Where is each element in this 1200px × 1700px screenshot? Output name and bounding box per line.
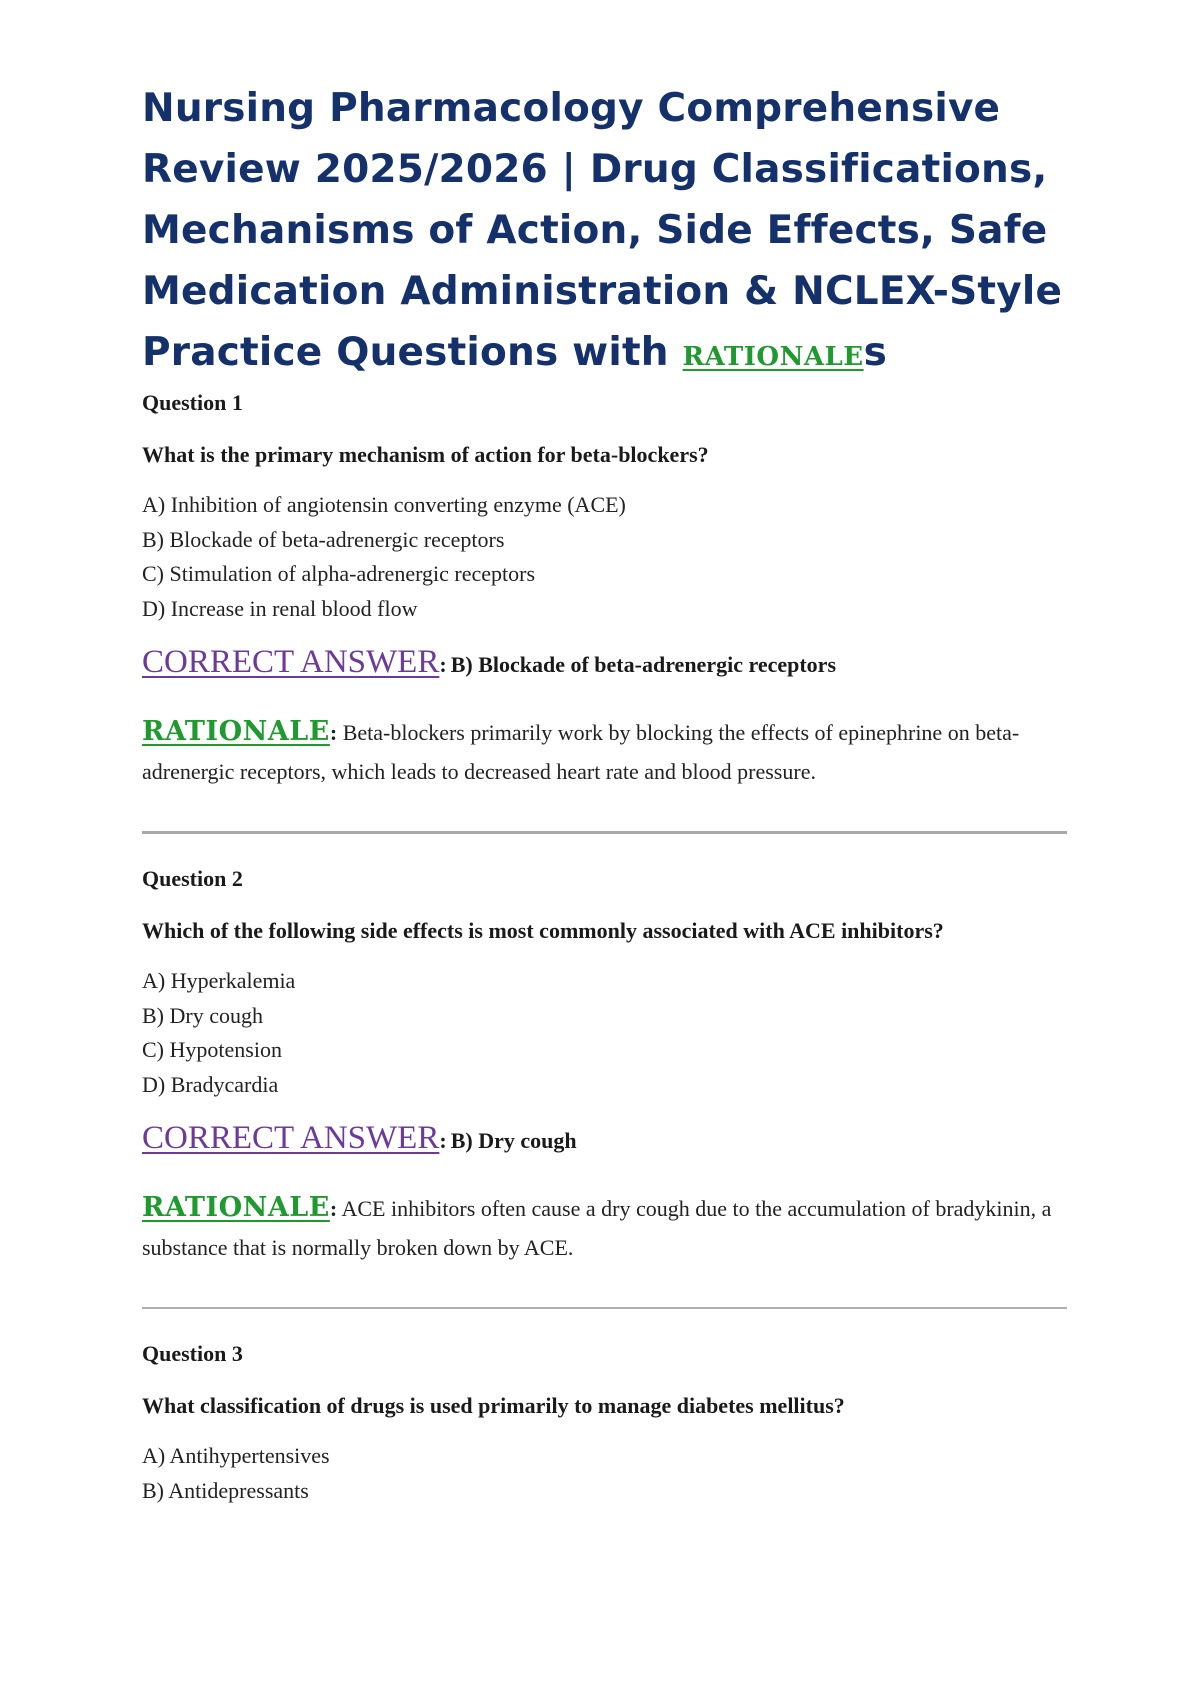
title-suffix: s <box>863 330 888 375</box>
question-3 <box>142 1339 1067 1508</box>
rationale-text: Beta-blockers primarily work by blocking the effects of epinephrine on beta-adrenergic receptors, which leads to decreased heart rate and blood pressure. <box>142 720 1020 784</box>
title-rationale-word: RATIONALE <box>682 342 864 372</box>
option-d: D) Bradycardia <box>142 1071 279 1097</box>
option-b: B) Blockade of beta-adrenergic receptors <box>142 526 505 552</box>
rationale-label: RATIONALE <box>142 1192 330 1223</box>
title-main-text: Nursing Pharmacology Comprehensive Review 2025/2026 | Drug Classifications, Mechanisms of Action, Side Effects, Safe Medication Administration & NCLEX-Style Practice Questions with <box>142 86 1063 375</box>
question-text: What is the primary mechanism of action for beta-blockers? <box>142 442 709 467</box>
option-a: A) Inhibition of angiotensin converting enzyme (ACE) <box>142 492 626 517</box>
question-number: Question 1 <box>142 390 243 415</box>
rationale-paragraph <box>142 1188 1067 1267</box>
correct-answer-line <box>142 1116 1067 1166</box>
question-2 <box>142 864 1067 1267</box>
rationale-text: ACE inhibitors often cause a dry cough due to the accumulation of bradykinin, a substance that is normally broken down by ACE. <box>142 1196 1052 1260</box>
correct-answer-value: B) Dry cough <box>450 1128 577 1153</box>
question-number: Question 3 <box>142 1341 243 1366</box>
option-d: D) Increase in renal blood flow <box>142 595 418 621</box>
correct-answer-line <box>142 640 1067 690</box>
correct-answer-label: CORRECT ANSWER <box>142 644 440 680</box>
correct-answer-label: CORRECT ANSWER <box>142 1120 440 1156</box>
document-page <box>142 78 1067 1522</box>
rationale-paragraph <box>142 712 1067 791</box>
question-1 <box>142 388 1067 791</box>
option-b: B) Antidepressants <box>142 1477 309 1503</box>
question-text: What classification of drugs is used primarily to manage diabetes mellitus? <box>142 1393 845 1418</box>
option-list <box>142 964 1067 1102</box>
question-number: Question 2 <box>142 866 243 891</box>
option-list <box>142 1439 1067 1508</box>
option-b: B) Dry cough <box>142 1002 263 1028</box>
option-list <box>142 488 1067 626</box>
correct-answer-colon: : <box>439 652 447 677</box>
rationale-colon: : <box>329 1196 338 1221</box>
correct-answer-colon: : <box>439 1128 447 1153</box>
rationale-label: RATIONALE <box>142 716 330 747</box>
option-c: C) Hypotension <box>142 1037 282 1062</box>
section-divider <box>142 831 1067 834</box>
option-c: C) Stimulation of alpha-adrenergic receptors <box>142 561 536 586</box>
option-a: A) Antihypertensives <box>142 1443 330 1468</box>
question-text: Which of the following side effects is most commonly associated with ACE inhibitors? <box>142 918 944 943</box>
option-a: A) Hyperkalemia <box>142 968 296 993</box>
section-divider <box>142 1307 1067 1309</box>
rationale-colon: : <box>329 720 338 745</box>
correct-answer-value: B) Blockade of beta-adrenergic receptors <box>450 652 837 677</box>
document-title <box>142 78 1067 388</box>
